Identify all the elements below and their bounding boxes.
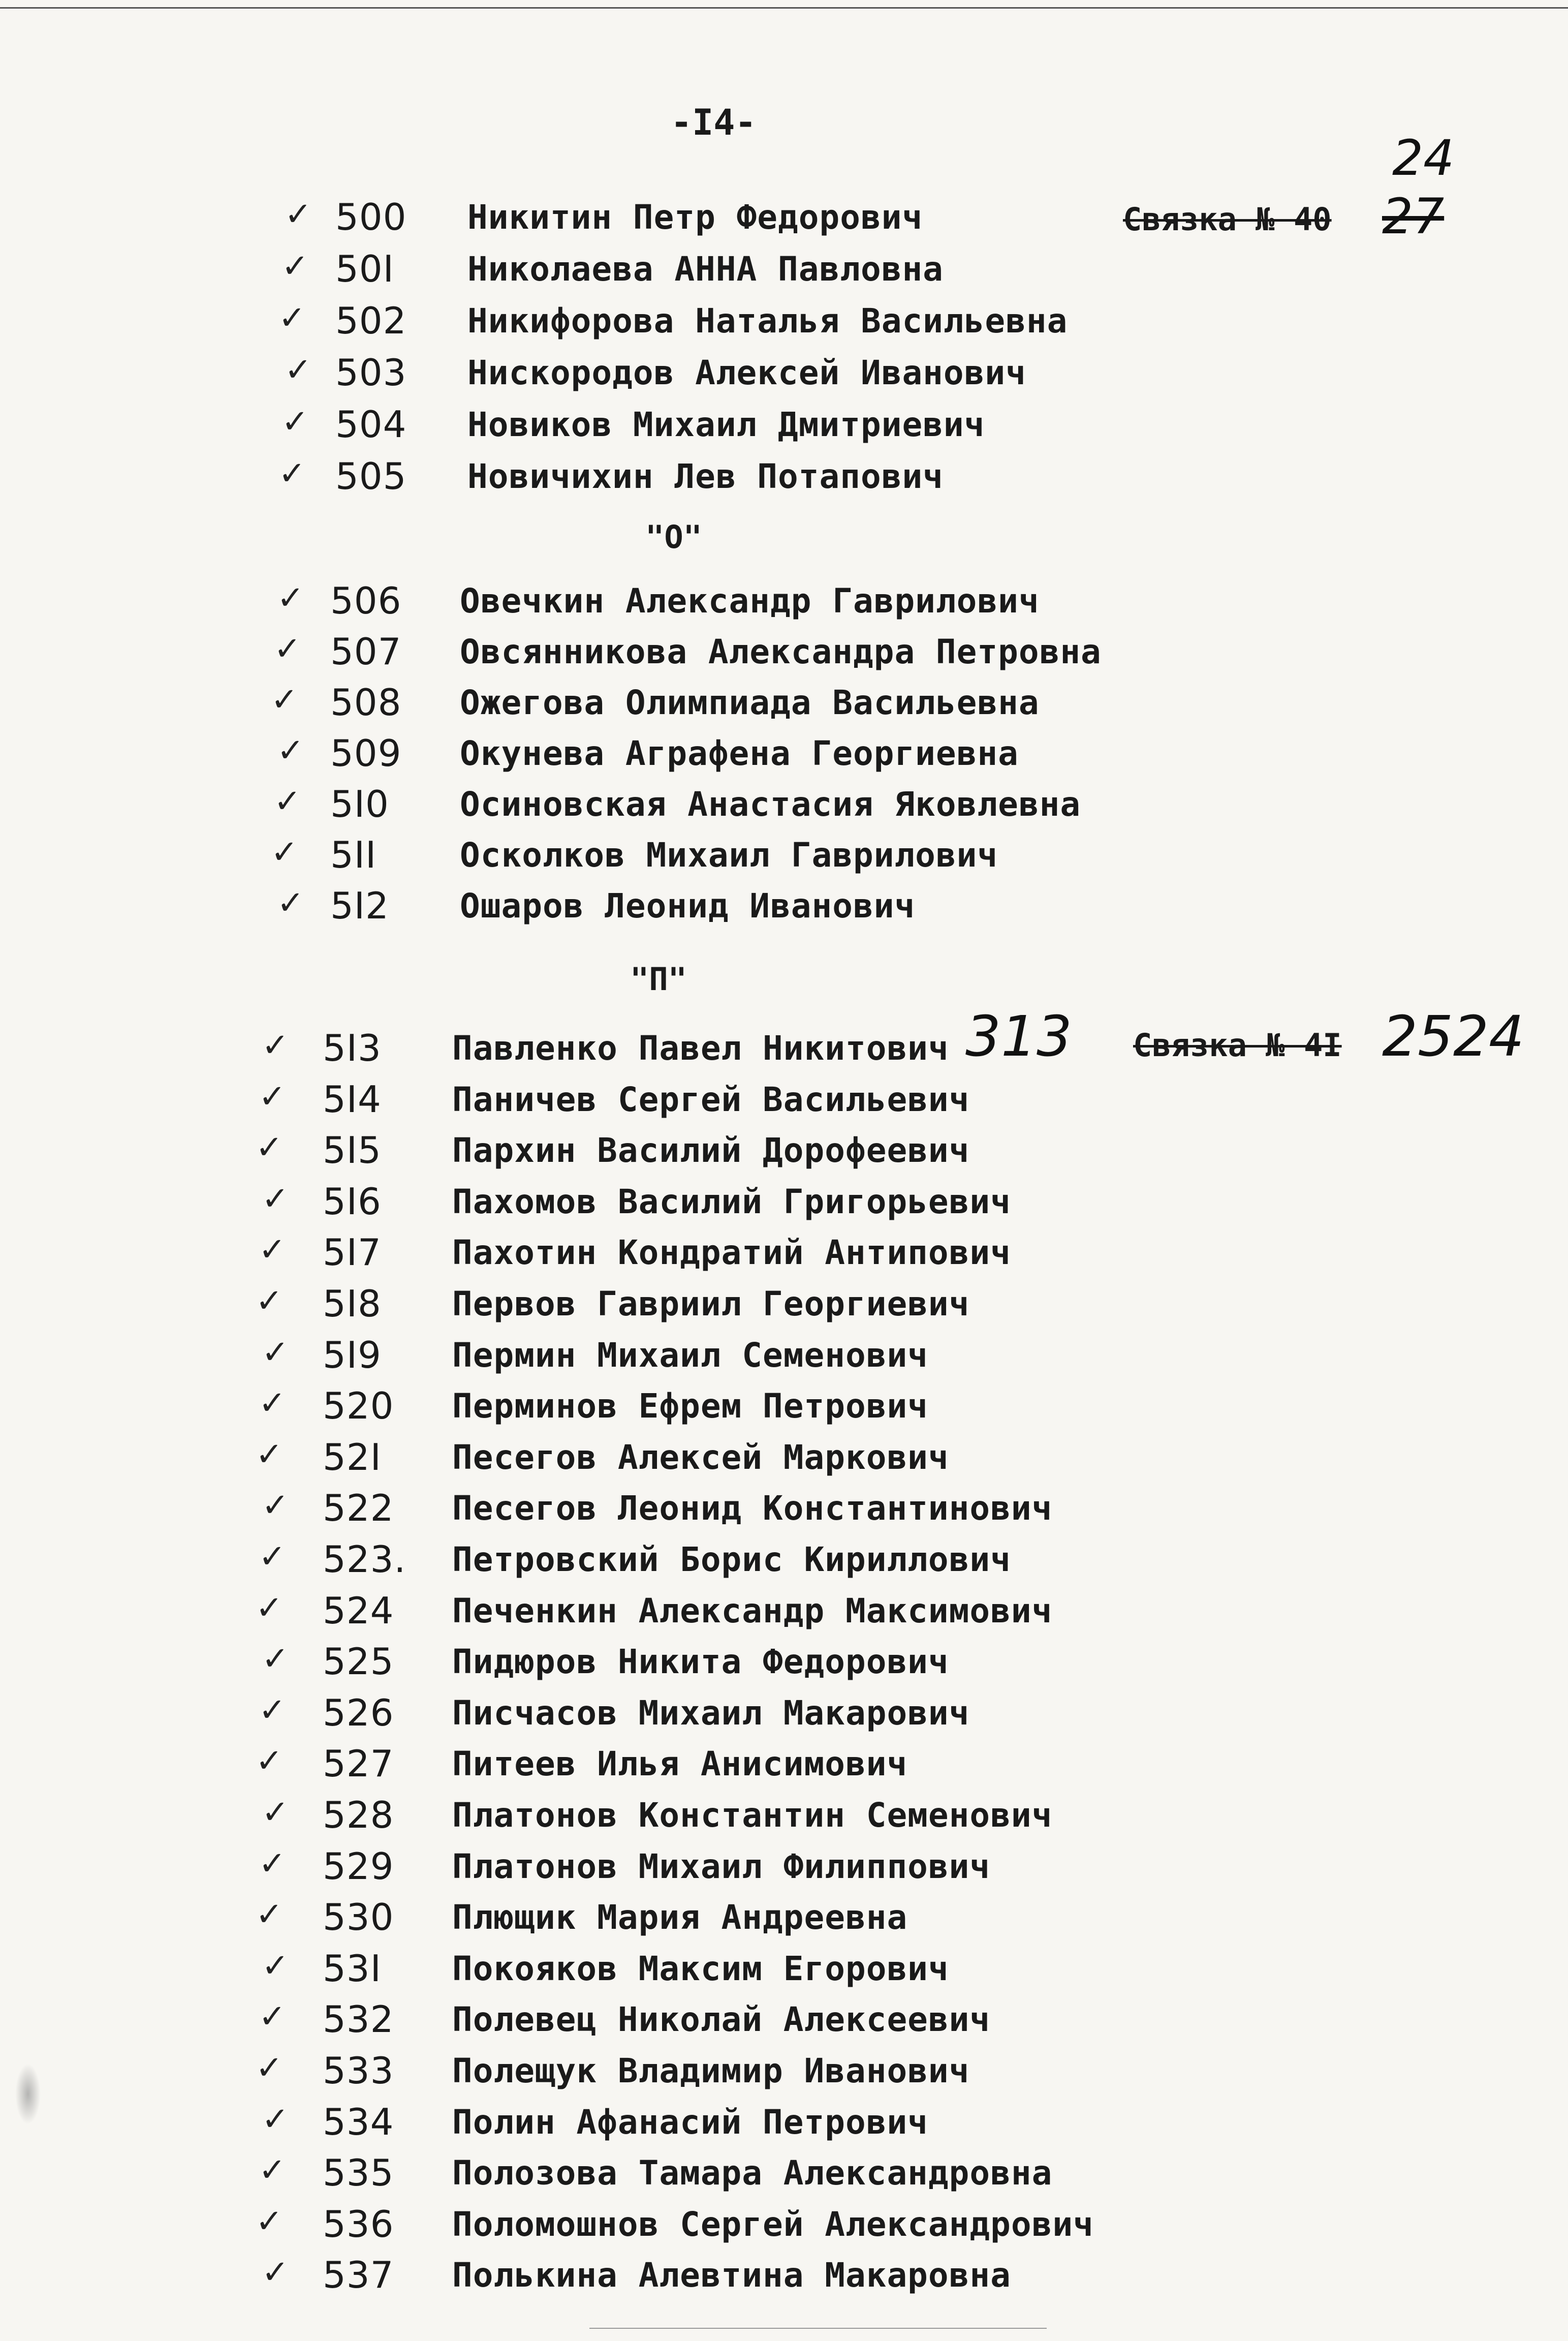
check-mark: ✓ [262,2254,289,2291]
entry-number: 5I9 [323,1334,382,1376]
person-name: Поломошнов Сергей Александрович [452,2205,1094,2244]
entry-number: 533 [323,2049,394,2092]
check-mark: ✓ [256,1129,283,1166]
person-name: Писчасов Михаил Макарович [452,1693,970,1733]
list-row [0,681,1219,727]
entry-number: 5I5 [323,1129,382,1172]
list-row [0,455,1219,501]
check-mark: ✓ [277,732,304,769]
list-row [0,2254,1219,2299]
person-name: Платонов Михаил Филиппович [452,1847,991,1886]
entry-number: 5I6 [323,1180,382,1223]
check-mark: ✓ [256,2049,283,2087]
section-header: "П" [630,961,687,998]
person-name: Никитин Петр Федорович [467,198,923,237]
list-row [0,1742,1219,1788]
entry-number: 529 [323,1845,394,1888]
entry-number: 53I [323,1947,382,1990]
check-mark: ✓ [278,455,306,492]
entry-number: 524 [323,1589,394,1632]
list-row [0,1998,1219,2044]
check-mark: ✓ [262,1794,289,1831]
list-row [0,732,1219,778]
person-name: Окунева Аграфена Георгиевна [460,734,1019,773]
list-row [0,1027,1219,1072]
list-row [0,834,1219,879]
list-row [0,1078,1219,1124]
check-mark: ✓ [278,299,306,337]
list-row [0,1384,1219,1430]
entry-number: 528 [323,1794,394,1836]
person-name: Пархин Василий Дорофеевич [452,1131,970,1170]
check-mark: ✓ [256,1742,283,1780]
top-edge-line [0,7,1568,9]
list-row [0,1180,1219,1226]
check-mark: ✓ [256,1282,283,1320]
entry-number: 535 [323,2151,394,2194]
person-name: Овечкин Александр Гаврилович [460,581,1040,621]
person-name: Пахотин Кондратий Антипович [452,1233,1011,1272]
person-name: Питеев Илья Анисимович [452,1744,908,1783]
check-mark: ✓ [259,2151,286,2189]
check-mark: ✓ [259,1078,286,1116]
list-row [0,1487,1219,1532]
list-row [0,1794,1219,1839]
check-mark: ✓ [277,579,304,617]
bundle-label-second: Связка № 4I [1133,1027,1342,1064]
person-name: Новичихин Лев Потапович [467,457,944,496]
entry-number: 532 [323,1998,394,2041]
entry-number: 52I [323,1436,382,1478]
entry-number: 5I0 [330,783,389,825]
check-mark: ✓ [277,884,304,922]
list-row [0,299,1219,345]
person-name: Осиновская Анастасия Яковлевна [460,785,1081,824]
check-mark: ✓ [262,2101,289,2138]
handwritten-bundle-number: 24 [1392,130,1455,187]
list-row [0,1896,1219,1942]
person-name: Песегов Леонид Константинович [452,1489,1053,1528]
entry-number: 527 [323,1742,394,1785]
check-mark: ✓ [259,1231,286,1269]
check-mark: ✓ [262,1947,289,1985]
person-name: Плющик Мария Андреевна [452,1898,908,1937]
person-name: Павленко Павел Никитович [452,1029,949,1068]
section-header: "О" [645,518,702,556]
entry-number: 526 [323,1691,394,1734]
person-name: Первов Гавриил Георгиевич [452,1284,970,1323]
check-mark: ✓ [262,1640,289,1678]
list-row [0,2049,1219,2095]
check-mark: ✓ [281,403,309,441]
list-row [0,2101,1219,2146]
person-name: Печенкин Александр Максимович [452,1591,1053,1630]
check-mark: ✓ [259,1845,286,1883]
person-name: Николаева АННА Павловна [467,250,944,289]
person-name: Овсянникова Александра Петровна [460,632,1102,671]
check-mark: ✓ [271,834,298,871]
list-row [0,1589,1219,1635]
person-name: Осколков Михаил Гаврилович [460,836,998,875]
entry-number: 505 [335,455,407,498]
check-mark: ✓ [262,1180,289,1218]
person-name: Полин Афанасий Петрович [452,2103,928,2142]
entry-number: 5I8 [323,1282,382,1325]
person-name: Новиков Михаил Дмитриевич [467,405,985,444]
list-row [0,884,1219,930]
entry-number: 534 [323,2101,394,2143]
entry-number: 523. [323,1538,406,1581]
check-mark: ✓ [259,1691,286,1729]
page-number: -I4- [671,102,757,143]
entry-number: 504 [335,403,407,446]
entry-number: 530 [323,1896,394,1938]
person-name: Перминов Ефрем Петрович [452,1387,928,1426]
check-mark: ✓ [271,681,298,719]
bottom-edge-line [589,2328,1047,2329]
check-mark: ✓ [259,1998,286,2036]
handwritten-row-note: 313 [965,1004,1072,1069]
person-name: Полещук Владимир Иванович [452,2051,970,2090]
entry-number: 522 [323,1487,394,1529]
entry-number: 537 [323,2254,394,2296]
list-row [0,1538,1219,1584]
entry-number: 507 [330,630,402,673]
entry-number: 5I7 [323,1231,382,1274]
list-row [0,1691,1219,1737]
person-name: Паничев Сергей Васильевич [452,1080,970,1119]
list-row [0,579,1219,625]
list-row [0,1334,1219,1379]
person-name: Покояков Максим Егорович [452,1949,949,1988]
person-name: Песегов Алексей Маркович [452,1438,949,1477]
list-row [0,630,1219,676]
person-name: Пахомов Василий Григорьевич [452,1182,1011,1221]
entry-number: 5I2 [330,884,389,927]
entry-number: 509 [330,732,402,775]
list-row [0,196,1219,241]
entry-number: 500 [335,196,407,238]
person-name: Полевец Николай Алексеевич [452,2000,991,2039]
check-mark: ✓ [256,2203,283,2240]
check-mark: ✓ [256,1896,283,1933]
check-mark: ✓ [262,1334,289,1371]
list-row [0,403,1219,449]
check-mark: ✓ [274,783,301,820]
list-row [0,2151,1219,2197]
check-mark: ✓ [285,351,312,389]
person-name: Полозова Тамара Александровна [452,2153,1053,2193]
bundle-label-first: Связка № 40 [1123,201,1332,238]
list-row [0,1640,1219,1686]
check-mark: ✓ [262,1027,289,1064]
entry-number: 502 [335,299,407,342]
person-name: Петровский Борис Кириллович [452,1540,1011,1579]
entry-number: 525 [323,1640,394,1683]
check-mark: ✓ [259,1384,286,1422]
list-row [0,783,1219,828]
list-row [0,1947,1219,1993]
person-name: Полькина Алевтина Макаровна [452,2256,1011,2295]
person-name: Ошаров Леонид Иванович [460,886,916,926]
list-row [0,1231,1219,1277]
entry-number: 5II [330,834,377,876]
person-name: Никифорова Наталья Васильевна [467,301,1068,341]
person-name: Пидюров Никита Федорович [452,1642,949,1681]
person-name: Платонов Константин Семенович [452,1796,1053,1835]
entry-number: 508 [330,681,402,724]
check-mark: ✓ [259,1538,286,1576]
person-name: Пермин Михаил Семенович [452,1336,928,1375]
list-row [0,351,1219,397]
list-row [0,248,1219,293]
person-name: Ожегова Олимпиада Васильевна [460,683,1040,722]
list-row [0,1845,1219,1891]
entry-number: 536 [323,2203,394,2245]
list-row [0,1282,1219,1328]
check-mark: ✓ [262,1487,289,1524]
check-mark: ✓ [285,196,312,233]
entry-number: 503 [335,351,407,394]
margin-smudge [15,2063,41,2124]
check-mark: ✓ [256,1589,283,1627]
check-mark: ✓ [256,1436,283,1473]
list-row [0,2203,1219,2248]
person-name: Нискородов Алексей Иванович [467,353,1026,392]
list-row [0,1436,1219,1482]
handwritten-corrected-number: 27 [1382,188,1445,245]
entry-number: 520 [323,1384,394,1427]
list-row [0,1129,1219,1175]
entry-number: 50I [335,248,394,290]
check-mark: ✓ [274,630,301,668]
handwritten-second-bundle: 2524 [1382,1004,1524,1069]
entry-number: 5I4 [323,1078,382,1121]
check-mark: ✓ [281,248,309,285]
entry-number: 506 [330,579,402,622]
entry-number: 5I3 [323,1027,382,1069]
